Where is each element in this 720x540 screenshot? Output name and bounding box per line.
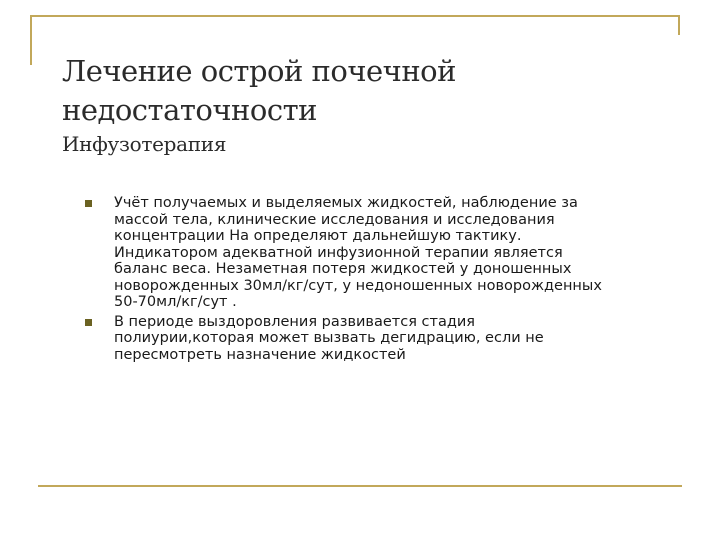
slide-title-line-1: Лечение острой почечной bbox=[62, 54, 456, 88]
bullet-item-2 bbox=[0, 314, 720, 364]
bullet-2-line-2: полиурии,которая может вызвать дегидрацию, если не bbox=[114, 330, 544, 346]
square-bullet-icon bbox=[85, 200, 92, 207]
slide-title bbox=[62, 52, 662, 130]
frame-top-line bbox=[30, 15, 680, 17]
bullet-1-line-2: массой тела, клинические исследования и исследования bbox=[114, 211, 555, 228]
bullet-1-line-5: баланс веса. Незаметная потеря жидкостей у доношенных bbox=[114, 261, 572, 277]
bullet-2-line-3: пересмотреть назначение жидкостей bbox=[114, 346, 406, 363]
frame-left-line bbox=[30, 15, 32, 65]
bullet-1-line-6: новорожденных 30мл/кг/сут, у недоношенных новорожденных bbox=[114, 277, 602, 294]
bullet-item-1 bbox=[0, 195, 720, 311]
bullet-text-2 bbox=[114, 314, 669, 364]
bullet-1-line-1: Учёт получаемых и выделяемых жидкостей, наблюдение за bbox=[114, 195, 578, 211]
frame-right-line bbox=[678, 15, 680, 35]
bullet-1-line-4: Индикатором адекватной инфузионной терапии является bbox=[114, 244, 563, 261]
slide-subtitle: Инфузотерапия bbox=[62, 132, 227, 156]
bullet-1-line-7: 50-70мл/кг/сут . bbox=[114, 294, 237, 310]
bullet-list bbox=[0, 195, 720, 366]
bullet-1-line-3: концентрации На определяют дальнейшую тактику. bbox=[114, 228, 522, 244]
bullet-text-1 bbox=[114, 195, 669, 311]
square-bullet-icon bbox=[85, 319, 92, 326]
slide-title-line-2: недостаточности bbox=[62, 93, 317, 127]
frame-bottom-line bbox=[38, 485, 682, 487]
bullet-2-line-1: В периоде выздоровления развивается стадия bbox=[114, 313, 476, 330]
